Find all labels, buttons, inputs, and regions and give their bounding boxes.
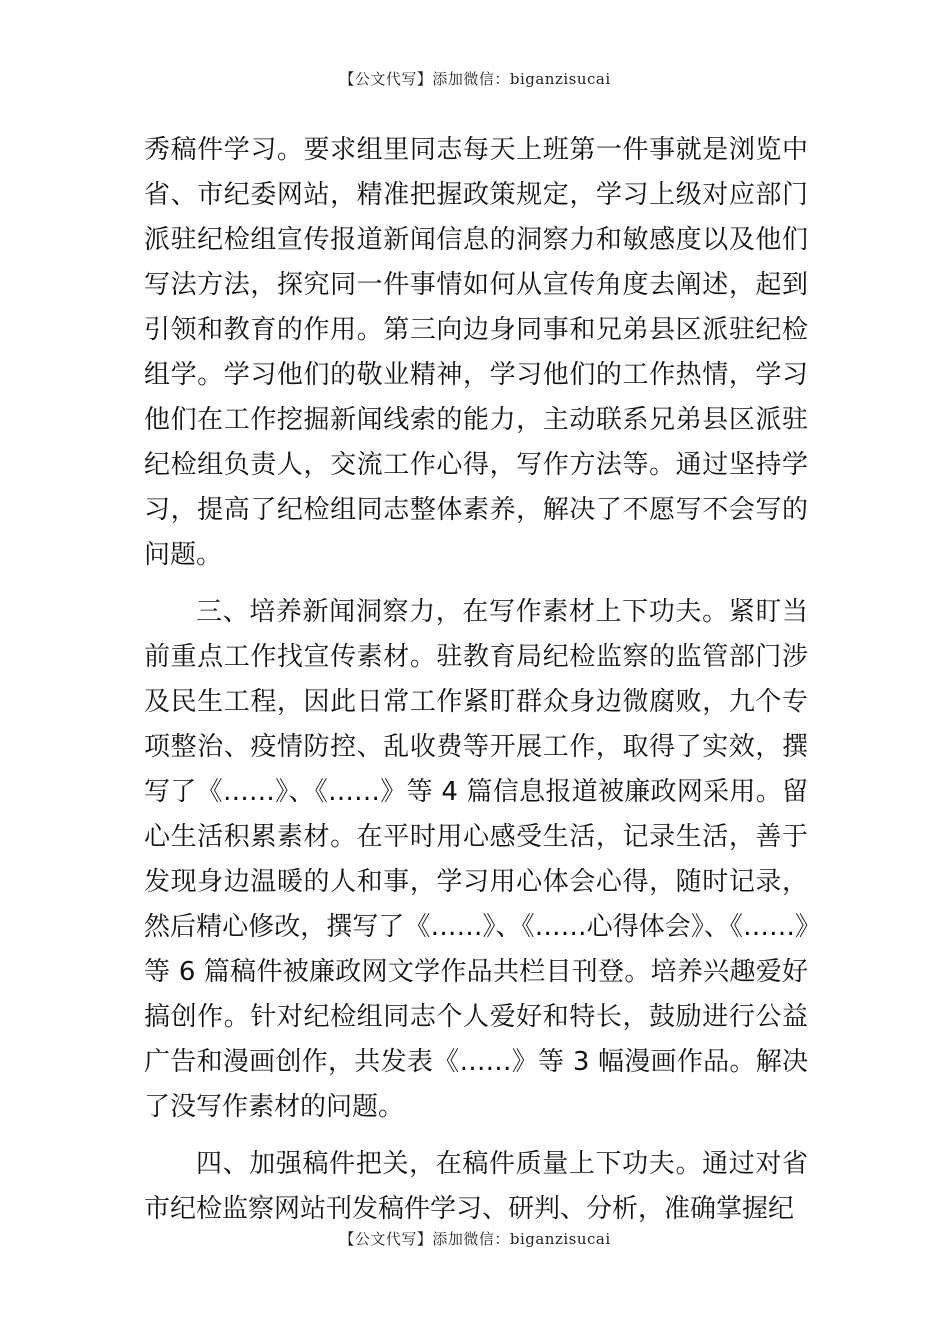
document-body	[144, 128, 808, 1232]
paragraph-section-three: 三、培养新闻洞察力，在写作素材上下功夫。紧盯当前重点工作找宣传素材。驻教育局纪检监察的监管部门涉及民生工程，因此日常工作紧盯群众身边微腐败，九个专项整治、疫情防控、乱收费等开展工作，取得了实效，撰写了《……》、《……》等 4 篇信息报道被廉政网采用。留心生活积累素材。在平时用心感受生活，记录生活，善于发现身边温暖的人和事，学习用心体会心得，随时记录，然后精心修改，撰写了《……》、《……心得体会》、《……》等 6 篇稿件被廉政网文学作品共栏目刊登。培养兴趣爱好搞创作。针对纪检组同志个人爱好和特长，鼓励进行公益广告和漫画创作，共发表《……》等 3 幅漫画作品。解决了没写作素材的问题。	[144, 597, 808, 1122]
paragraph-continuation: 秀稿件学习。要求组里同志每天上班第一件事就是浏览中省、市纪委网站，精准把握政策规定，学习上级对应部门派驻纪检组宣传报道新闻信息的洞察力和敏感度以及他们写法方法，探究同一件事情如何从宣传角度去阐述，起到引领和教育的作用。第三向边身同事和兄弟县区派驻纪检组学。学习他们的敬业精神，学习他们的工作热情，学习他们在工作挖掘新闻线索的能力，主动联系兄弟县区派驻纪检组负责人，交流工作心得，写作方法等。通过坚持学习，提高了纪检组同志整体素养，解决了不愿写不会写的问题。	[144, 135, 808, 570]
footer-watermark: 【公文代写】添加微信：biganzisucai	[339, 1230, 611, 1248]
paragraph-section-four: 四、加强稿件把关，在稿件质量上下功夫。通过对省市纪检监察网站刊发稿件学习、研判、分析，准确掌握纪	[144, 1149, 808, 1224]
header-watermark: 【公文代写】添加微信：biganzisucai	[339, 70, 611, 88]
